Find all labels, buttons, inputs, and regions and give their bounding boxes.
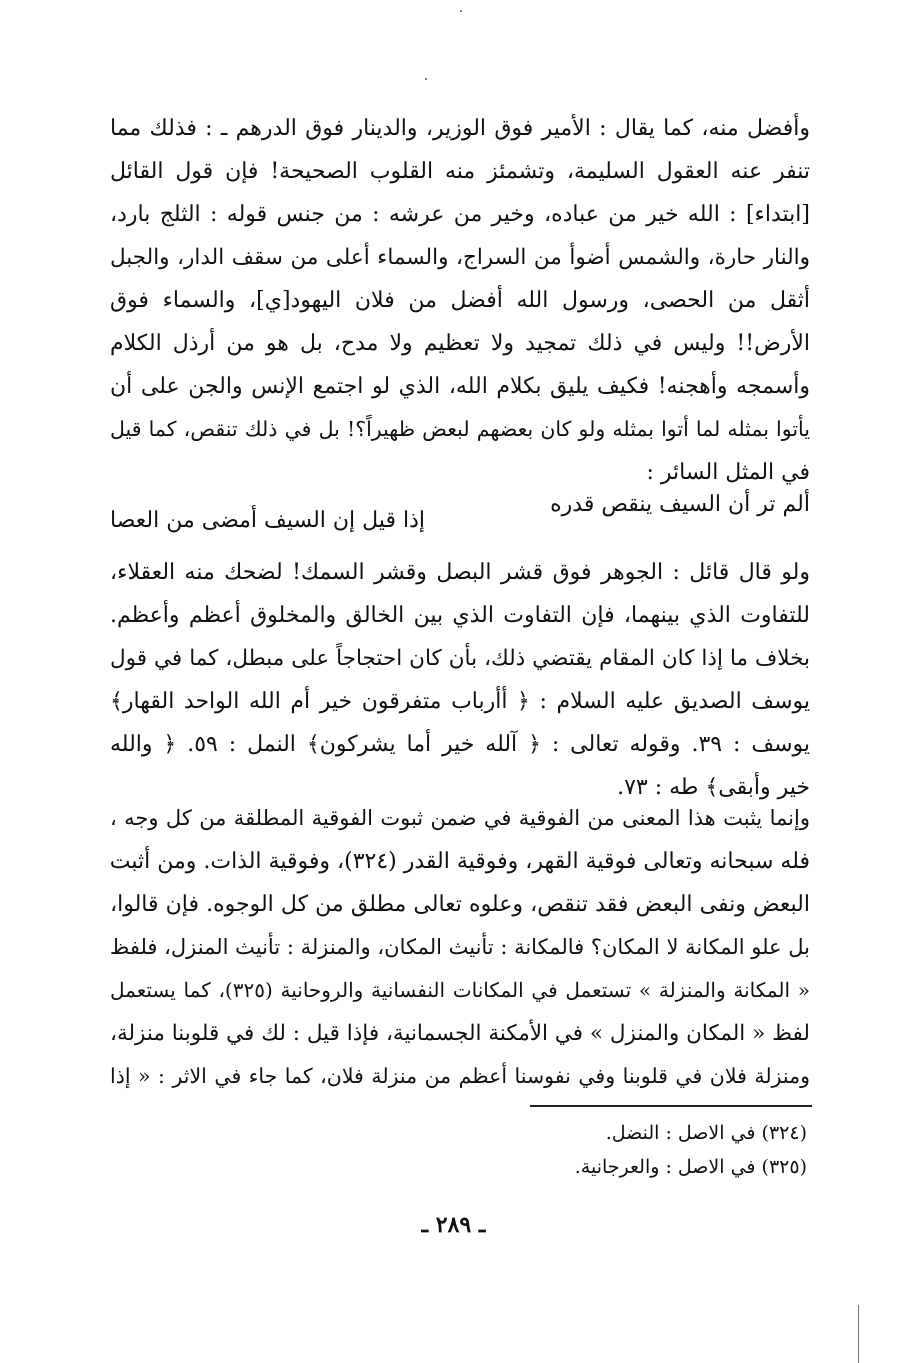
text-line: للتفاوت الذي بينهما، فإن التفاوت الذي بين الخالق والمخلوق أعظم وأعظم. bbox=[110, 603, 810, 628]
text-line: بخلاف ما إذا كان المقام يقتضي ذلك، بأن كان احتجاجاً على مبطل، كما في قول bbox=[110, 646, 810, 671]
poem-first-hemistich: ألم تر أن السيف ينقص قدره bbox=[550, 492, 810, 517]
text-line: يأتوا بمثله لما أتوا بمثله ولو كان بعضهم لبعض ظهيراً؟! بل في ذلك تنقص، كما قيل bbox=[110, 417, 810, 441]
text-line: يوسف : ٣٩. وقوله تعالى : ﴿ آلله خير أما يشركون﴾ النمل : ٥٩. ﴿ والله bbox=[110, 732, 811, 757]
scan-margin-line bbox=[858, 1305, 859, 1363]
text-line: « المكانة والمنزلة » تستعمل في المكانات النفسانية والروحانية (٣٢٥)، كما يستعمل bbox=[110, 978, 810, 1002]
footnote-325: (٣٢٥) في الاصل : والعرجانية. bbox=[574, 1156, 807, 1178]
text-line: أثقل من الحصى، ورسول الله أفضل من فلان اليهود[ي]، والسماء فوق bbox=[110, 288, 810, 313]
text-line: البعض ونفى البعض فقد تنقص، وعلوه تعالى مطلق من كل الوجوه. فإن قالوا، bbox=[110, 892, 810, 917]
text-line: الأرض!! وليس في ذلك تمجيد ولا تعظيم ولا مدح، بل هو من أرذل الكلام bbox=[110, 331, 810, 356]
scan-speck bbox=[460, 10, 462, 12]
text-line: في المثل السائر : bbox=[646, 460, 810, 485]
page-number: ـ ٢٨٩ ـ bbox=[421, 1212, 486, 1238]
scan-speck bbox=[425, 78, 427, 80]
text-line: بل علو المكانة لا المكان؟ فالمكانة : تأنيث المكان، والمنزلة : تأنيث المنزل، فلفظ bbox=[109, 935, 810, 959]
poem-verse bbox=[110, 0, 810, 540]
poem-second-hemistich: إذا قيل إن السيف أمضى من العصا bbox=[110, 508, 425, 533]
footnote-324: (٣٢٤) في الاصل : النضل. bbox=[605, 1122, 807, 1144]
text-line: وأسمجه وأهجنه! فكيف يليق بكلام الله، الذي لو اجتمع الإنس والجن على أن bbox=[110, 374, 810, 399]
footnote-divider bbox=[530, 1105, 812, 1107]
text-line: خير وأبقى﴾ طه : ٧٣. bbox=[617, 775, 810, 800]
text-line: فله سبحانه وتعالى فوقية القهر، وفوقية القدر (٣٢٤)، وفوقية الذات. ومن أثبت bbox=[109, 849, 810, 874]
text-line: لفظ « المكان والمنزل » في الأمكنة الجسمانية، فإذا قيل : لك في قلوبنا منزلة، bbox=[110, 1021, 810, 1046]
text-line: يوسف الصديق عليه السلام : ﴿ أأرباب متفرقون خير أم الله الواحد القهار﴾ bbox=[110, 689, 810, 714]
text-line: تنفر عنه العقول السليمة، وتشمئز منه القلوب الصحيحة! فإن قول القائل bbox=[110, 159, 810, 184]
text-line: وإنما يثبت هذا المعنى من الفوقية في ضمن ثبوت الفوقية المطلقة من كل وجه ، bbox=[110, 806, 810, 830]
text-line: [ابتداء] : الله خير من عباده، وخير من عرشه : من جنس قوله : الثلج بارد، bbox=[110, 202, 810, 227]
text-line: ولو قال قائل : الجوهر فوق قشر البصل وقشر السمك! لضحك منه العقلاء، bbox=[110, 560, 810, 585]
text-line: ومنزلة فلان في قلوبنا وفي نفوسنا أعظم من منزلة فلان، كما جاء في الاثر : « إذا bbox=[110, 1064, 810, 1088]
text-line: وأفضل منه، كما يقال : الأمير فوق الوزير، والدينار فوق الدرهم ـ : فذلك مما bbox=[110, 116, 810, 141]
text-line: والنار حارة، والشمس أضوأ من السراج، والسماء أعلى من سقف الدار، والجبل bbox=[110, 245, 810, 270]
